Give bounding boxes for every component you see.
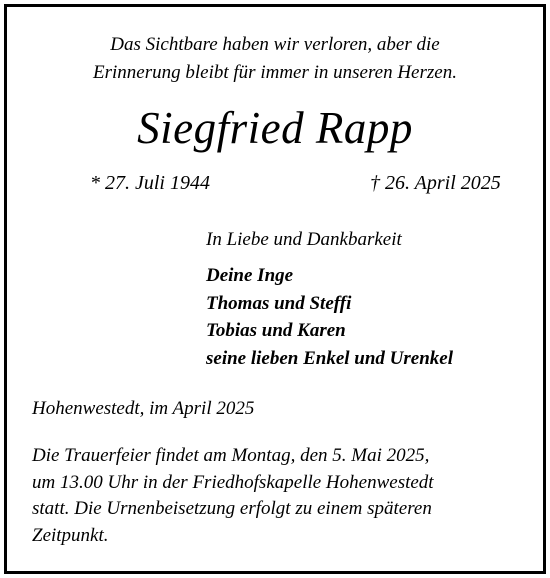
mourners-list [206, 262, 453, 372]
mourner-tobias-karen: Tobias und Karen [206, 320, 346, 341]
mourner-thomas-steffi: Thomas und Steffi [206, 292, 352, 314]
place-date: Hohenwestedt, im April 2025 [32, 398, 255, 419]
funeral-notice-line: statt. Die Urnenbeisetzung erfolgt zu einem späteren [32, 498, 432, 519]
funeral-notice-line: Zeitpunkt. [32, 524, 109, 546]
funeral-notice-line: Die Trauerfeier findet am Montag, den 5. Mai 2025, [32, 445, 430, 466]
mourner-inge: Deine Inge [206, 265, 294, 286]
funeral-notice-line: um 13.00 Uhr in der Friedhofskapelle Hohenwestedt [32, 471, 434, 493]
death-date: † 26. April 2025 [370, 172, 501, 194]
deceased-name: Siegfried Rapp [137, 103, 413, 153]
funeral-notice [32, 443, 522, 549]
quote-line-2: Erinnerung bleibt für immer in unseren Herzen. [93, 62, 457, 83]
birth-date: * 27. Juli 1944 [90, 172, 210, 194]
quote-line-1: Das Sichtbare haben wir verloren, aber die [110, 34, 440, 55]
mourning-intro: In Liebe und Dankbarkeit [206, 229, 402, 250]
mourner-grandchildren: seine lieben Enkel und Urenkel [206, 347, 454, 369]
